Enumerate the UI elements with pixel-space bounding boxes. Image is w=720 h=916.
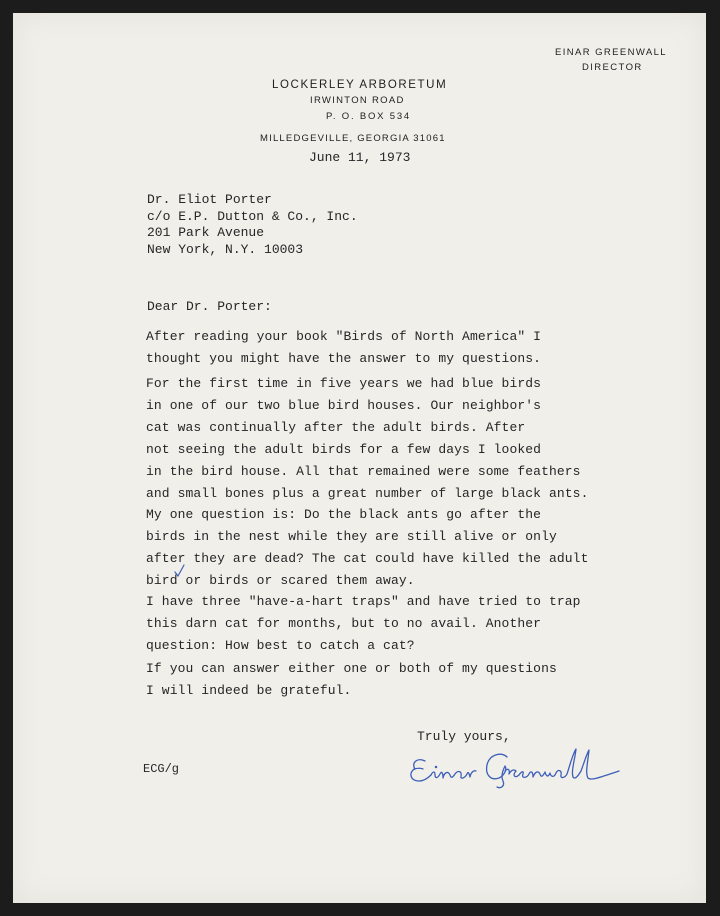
letter-date: June 11, 1973 xyxy=(309,150,411,165)
closing: Truly yours, xyxy=(417,729,511,744)
letter-page xyxy=(13,13,706,903)
handwritten-signature xyxy=(405,741,625,791)
letterhead-road: IRWINTON ROAD xyxy=(310,95,405,106)
handwritten-correction-mark xyxy=(173,562,187,580)
letterhead-city: MILLEDGEVILLE, GEORGIA 31061 xyxy=(260,133,446,144)
recipient-address: 201 Park Avenue New York, N.Y. 10003 xyxy=(147,225,304,257)
body-paragraph: I have three "have-a-hart traps" and have tried to trap this darn cat for months, but to no avail. Another question: How best to catch a cat? xyxy=(146,594,581,653)
typist-initials: ECG/g xyxy=(143,762,180,776)
letterhead-director-name: EINAR GREENWALL xyxy=(555,47,667,58)
recipient-name: Dr. Eliot Porter c/o E.P. Dutton & Co., Inc. xyxy=(147,192,358,224)
letterhead-po-box: P. O. BOX 534 xyxy=(326,111,412,122)
letterhead-director-title: DIRECTOR xyxy=(582,62,643,73)
body-paragraph: If you can answer either one or both of my questions I will indeed be grateful. xyxy=(146,661,557,698)
body-paragraph: For the first time in five years we had blue birds in one of our two blue bird houses. Our neighbor's cat was continually after the adult birds. After not seeing the adult birds for a few days I looked in the bird house. All that remained were some feathers and small bones plus a great number of large black ants. xyxy=(146,376,589,501)
body-paragraph: My one question is: Do the black ants go after the birds in the nest while they are still alive or only after they are dead? The cat could have killed the adult bird or birds or scared them away. xyxy=(146,507,589,588)
salutation: Dear Dr. Porter: xyxy=(147,299,272,314)
letterhead-organization: LOCKERLEY ARBORETUM xyxy=(272,79,448,91)
body-paragraph: After reading your book "Birds of North America" I thought you might have the answer to my questions. xyxy=(146,329,542,366)
